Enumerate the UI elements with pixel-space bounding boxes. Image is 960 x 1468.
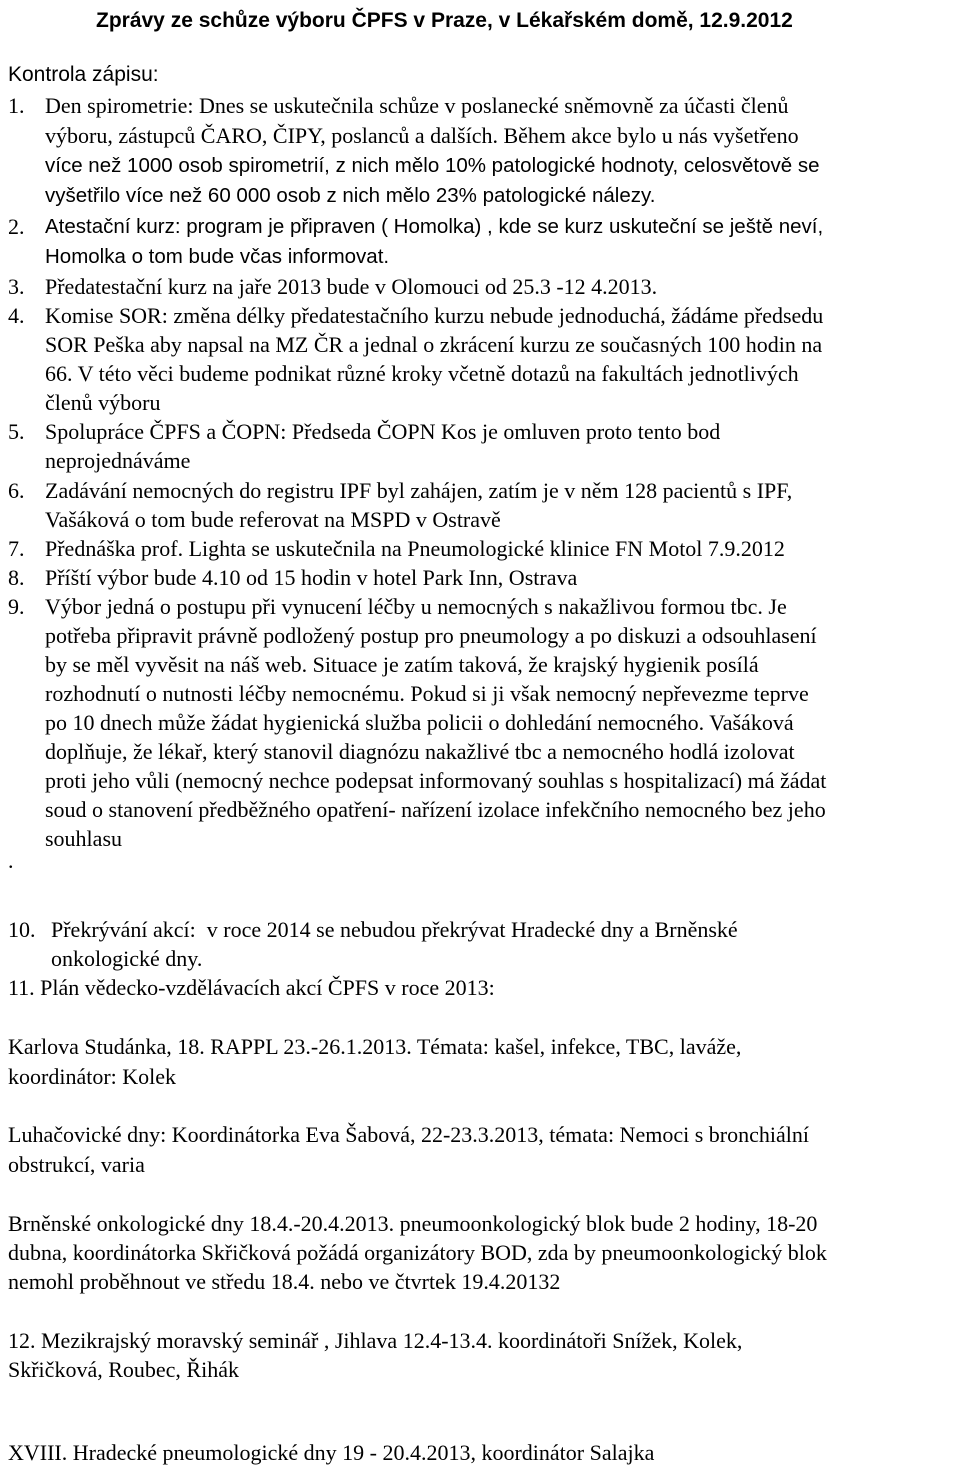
text-line: obstrukcí, varia bbox=[8, 1152, 145, 1177]
list-item-number: 3. bbox=[8, 274, 25, 299]
text-line: Předatestační kurz na jaře 2013 bude v Olomouci od 25.3 -12 4.2013. bbox=[45, 274, 658, 299]
text-line: doplňuje, že lékař, který stanovil diagnózu nakažlivé tbc a nemocného hodlá izolovat bbox=[45, 739, 795, 764]
text-line: soud o stanovení předběžného opatření- nařízení izolace infekčního nemocného bez jeho bbox=[45, 797, 826, 822]
list-item-number: 7. bbox=[8, 536, 25, 561]
list-item-number: 9. bbox=[8, 594, 25, 619]
text-line: Přednáška prof. Lighta se uskutečnila na Pneumologické klinice FN Motol 7.9.2012 bbox=[45, 536, 785, 561]
text-line: XVIII. Hradecké pneumologické dny 19 - 20.4.2013, koordinátor Salajka bbox=[8, 1440, 655, 1465]
list-item-number: 2. bbox=[8, 214, 25, 239]
list-item-number: 1. bbox=[8, 93, 25, 118]
list-item-number: 8. bbox=[8, 565, 25, 590]
list-item-number: 10. bbox=[8, 917, 36, 942]
text-line: výboru, zástupců ČARO, ČIPY, poslanců a dalších. Během akce bylo u nás vyšetřeno bbox=[45, 123, 799, 148]
text-line: proti jeho vůli (nemocný nechce podepsat informovaný souhlas s hospitalizací) má žádat bbox=[45, 768, 827, 793]
item10-part2: v roce 2014 se nebudou překrývat Hradecké dny a Brněnské bbox=[206, 917, 738, 942]
text-line: Komise SOR: změna délky předatestačního kurzu nebude jednoduchá, žádáme předsedu bbox=[45, 303, 824, 328]
text-line: Homolka o tom bude včas informovat. bbox=[45, 245, 390, 268]
text-line: 66. V této věci budeme podnikat různé kroky včetně dotazů na fakultách jednotlivých bbox=[45, 361, 799, 386]
text-line: potřeba připravit právně podložený postup pro pneumology a po diskuzi a odsouhlasení bbox=[45, 623, 817, 648]
text-line: onkologické dny. bbox=[51, 946, 203, 971]
text-line: dubna, koordinátorka Skřičková požádá organizátory BOD, zda by pneumoonkologický blok bbox=[8, 1240, 827, 1265]
section-heading: Kontrola zápisu: bbox=[8, 63, 159, 86]
text-line: SOR Peška aby napsal na MZ ČR a jednal o zkrácení kurzu ze současných 100 hodin na bbox=[45, 332, 823, 357]
list-item-number: 5. bbox=[8, 419, 25, 444]
text-line: koordinátor: Kolek bbox=[8, 1064, 177, 1089]
text-line: vyšetřilo více než 60 000 osob z nich mělo 23% patologické nálezy. bbox=[45, 184, 656, 207]
text-line: 12. Mezikrajský moravský seminář , Jihlava 12.4-13.4. koordinátoři Snížek, Kolek, bbox=[8, 1328, 743, 1353]
text-line bbox=[51, 915, 738, 945]
text-line: Vašáková o tom bude referovat na MSPD v Ostravě bbox=[45, 507, 501, 532]
text-line: nemohl proběhnout ve středu 18.4. nebo ve čtvrtek 19.4.20132 bbox=[8, 1269, 561, 1294]
text-line: Zadávání nemocných do registru IPF byl zahájen, zatím je v něm 128 pacientů s IPF, bbox=[45, 478, 793, 503]
text-line: rozhodnutí o nutnosti léčby nemocnému. Pokud si ji však nemocný nepřevezme teprve bbox=[45, 681, 809, 706]
text-line: Den spirometrie: Dnes se uskutečnila schůze v poslanecké sněmovně za účasti členů bbox=[45, 93, 789, 118]
item-11-heading: 11. Plán vědecko-vzdělávacích akcí ČPFS v roce 2013: bbox=[8, 975, 495, 1000]
separator-dot: . bbox=[8, 848, 14, 873]
list-item-number: 4. bbox=[8, 303, 25, 328]
text-line: Atestační kurz: program je připraven ( Homolka) , kde se kurz uskuteční se ještě neví, bbox=[45, 215, 824, 238]
text-line: více než 1000 osob spirometrií, z nich mělo 10% patologické hodnoty, celosvětově se bbox=[45, 154, 820, 177]
text-line: neprojednáváme bbox=[45, 448, 191, 473]
text-line: Karlova Studánka, 18. RAPPL 23.-26.1.2013. Témata: kašel, infekce, TBC, laváže, bbox=[8, 1034, 742, 1059]
text-line: Skřičková, Roubec, Řihák bbox=[8, 1357, 239, 1382]
text-line: Luhačovické dny: Koordinátorka Eva Šabová, 22-23.3.2013, témata: Nemoci s bronchiální bbox=[8, 1122, 809, 1147]
text-line: členů výboru bbox=[45, 390, 161, 415]
item10-part1: Překrývání akcí: bbox=[51, 917, 196, 942]
text-line: Brněnské onkologické dny 18.4.-20.4.2013. pneumoonkologický blok bude 2 hodiny, 18-20 bbox=[8, 1211, 818, 1236]
list-item-number: 6. bbox=[8, 478, 25, 503]
text-line: po 10 dnech může žádat hygienická služba policii o dohledání nemocného. Vašáková bbox=[45, 710, 794, 735]
text-line: souhlasu bbox=[45, 826, 122, 851]
text-line: Spolupráce ČPFS a ČOPN: Předseda ČOPN Kos je omluven proto tento bod bbox=[45, 419, 721, 444]
page-title: Zprávy ze schůze výboru ČPFS v Praze, v Lékařském domě, 12.9.2012 bbox=[96, 9, 793, 32]
text-line: Výbor jedná o postupu při vynucení léčby u nemocných s nakažlivou formou tbc. Je bbox=[45, 594, 787, 619]
text-line: by se měl vyvěsit na náš web. Situace je zatím taková, že krajský hygienik posílá bbox=[45, 652, 759, 677]
text-line: Příští výbor bude 4.10 od 15 hodin v hotel Park Inn, Ostrava bbox=[45, 565, 578, 590]
